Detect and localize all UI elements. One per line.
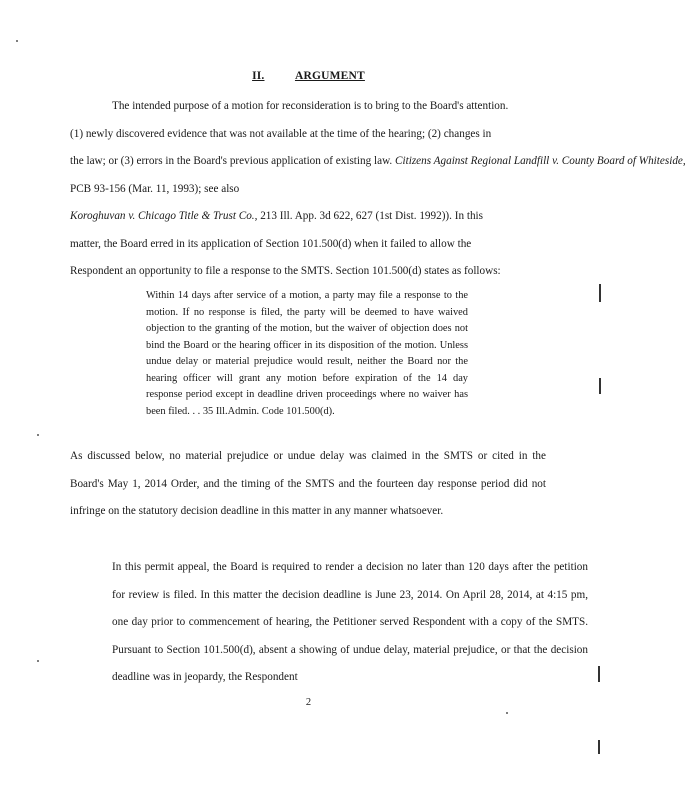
scan-dot	[506, 712, 508, 714]
paragraph-line: matter, the Board erred in its application of Section 101.500(d) when it failed to allow the	[70, 237, 472, 250]
paragraph-permit-appeal: In this permit appeal, the Board is required to render a decision no later than 120 days after the petition for review is filed. In this matter the decision deadline is June 23, 2014. On April 28, 2014, at 4:15 pm, one day prior to commencement of hearing, the Petitioner served Respondent with a copy of the SMTS. Pursuant to Section 101.500(d), absent a showing of undue delay, material prejudice, or that the decision deadline was in jeopardy, the Respondent	[112, 561, 588, 683]
paragraph-line: Koroghuvan v. Chicago Title & Trust Co., 213 Ill. App. 3d 622, 627 (1st Dist. 1992)). In this	[70, 210, 484, 222]
paragraph-line: The intended purpose of a motion for reconsideration is to bring to the Board's attention.	[112, 100, 509, 112]
scan-mark	[598, 740, 600, 754]
paragraph-intro	[70, 93, 686, 286]
paragraph-line: PCB 93-156 (Mar. 11, 1993); see also	[70, 182, 240, 195]
paragraph-line: the law; or (3) errors in the Board's previous application of existing law. Citizens Against Regional Landfill v. County Board of Whiteside,	[70, 155, 686, 167]
scan-mark	[599, 284, 601, 302]
paragraph-line: (1) newly discovered evidence that was not available at the time of the hearing; (2) changes in	[70, 127, 492, 140]
section-number: II.	[252, 70, 265, 82]
paragraph-line: Respondent an opportunity to file a response to the SMTS. Section 101.500(d) states as follows:	[70, 265, 501, 277]
scan-dot	[16, 40, 18, 42]
scan-dot	[37, 660, 39, 662]
scan-mark	[598, 666, 600, 682]
section-heading	[0, 70, 617, 82]
scan-mark	[599, 378, 601, 394]
section-title: ARGUMENT	[294, 70, 365, 82]
block-quote: Within 14 days after service of a motion, a party may file a response to the motion. If no response is filed, the party will be deemed to have waived objection to the granting of the motion, but the waiver of objection does not bind the Board or the hearing officer in its disposition of the motion. Unless undue delay or material prejudice would result, neither the Board nor the hearing officer will grant any motion before expiration of the 14 day response period except in deadline driven proceedings where no waiver has been filed. . . 35 Ill.Admin. Code 101.500(d).	[146, 290, 468, 417]
case-citation: Koroghuvan v. Chicago Title & Trust Co.,	[70, 210, 258, 222]
page-number: 2	[305, 697, 312, 708]
paragraph-discussion: As discussed below, no material prejudice or undue delay was claimed in the SMTS or cited in the Board's May 1, 2014 Order, and the timing of the SMTS and the fourteen day response period did not infringe on the statutory decision deadline in this matter in any manner whatsoever.	[70, 450, 546, 517]
scan-dot	[37, 434, 39, 436]
case-citation: Citizens Against Regional Landfill v. County Board of Whiteside,	[395, 155, 686, 167]
